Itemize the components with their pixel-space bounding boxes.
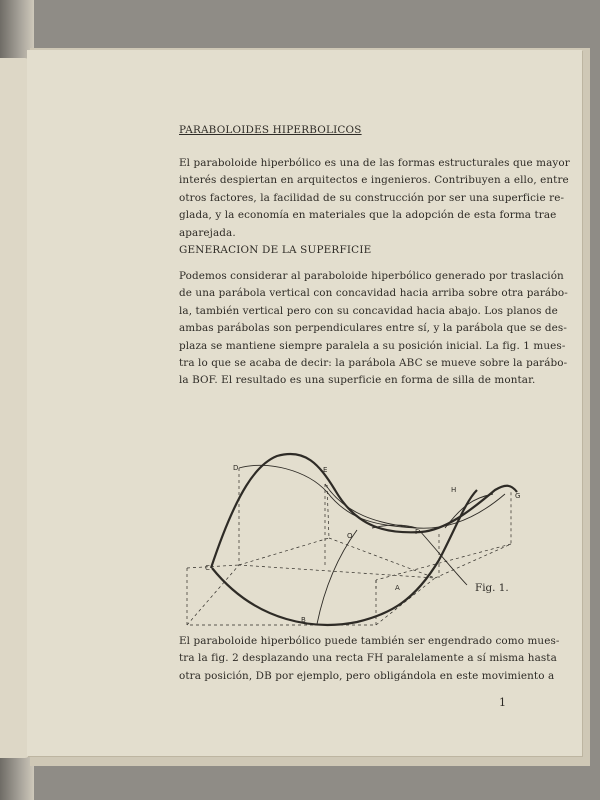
label-c: C [205, 564, 210, 572]
label-f: F [415, 528, 420, 536]
document-title: PARABOLOIDES HIPERBOLICOS [179, 124, 362, 136]
text-line: El paraboloide hiperbólico puede también ser engendrado como mues- [179, 635, 560, 647]
label-a: A [395, 584, 400, 592]
text-line: de una parábola vertical con concavidad hacia arriba sobre otra parábo- [179, 287, 568, 300]
label-d: D [233, 464, 239, 472]
text-line: plaza se mantiene siempre paralela a su posición inicial. La fig. 1 mues- [179, 339, 566, 352]
text-line: otros factores, la facilidad de su construcción por ser una superficie re- [179, 191, 565, 204]
text-line: Podemos considerar al paraboloide hiperbólico generado por traslación [179, 270, 564, 282]
text-line: El paraboloide hiperbólico es una de las formas estructurales que mayor [179, 157, 570, 169]
page-number: 1 [499, 696, 506, 709]
label-o: O [347, 532, 353, 540]
section-heading: GENERACION DE LA SUPERFICIE [179, 244, 372, 256]
figure-hyperbolic-paraboloid [177, 400, 557, 640]
document-page [27, 50, 582, 756]
surface-lines [239, 465, 505, 624]
paragraph-ruled [179, 633, 564, 685]
label-h: H [451, 486, 457, 494]
paragraph-intro [179, 155, 569, 242]
figure-labels [205, 464, 520, 624]
text-line: glada, y la economía en materiales que la adopción de esta forma trae [179, 209, 557, 222]
text-line: la, también vertical pero con su concavidad hacia abajo. Los planos de [179, 304, 558, 317]
text-line: tra la fig. 2 desplazando una recta FH paralelamente a sí misma hasta [179, 652, 557, 665]
label-g: G [515, 492, 521, 500]
paragraph-generation [179, 268, 574, 390]
construction-box [187, 468, 511, 625]
text-line: otra posición, DB por ejemplo, pero obligándola en este movimiento a [179, 669, 555, 682]
text-line: tra lo que se acaba de decir: la parábola ABC se mueve sobre la parábo- [179, 357, 568, 370]
text-line: aparejada. [179, 226, 236, 239]
text-line: la BOF. El resultado es una superficie en forma de silla de montar. [179, 374, 536, 387]
label-b: B [301, 616, 306, 624]
figure-caption: Fig. 1. [475, 582, 509, 594]
parabolas-bold [211, 454, 517, 625]
label-e: E [323, 466, 328, 474]
text-line: interés despiertan en arquitectos e ingenieros. Contribuyen a ello, entre [179, 174, 569, 187]
text-line: ambas parábolas son perpendiculares entre sí, y la parábola que se des- [179, 322, 567, 335]
